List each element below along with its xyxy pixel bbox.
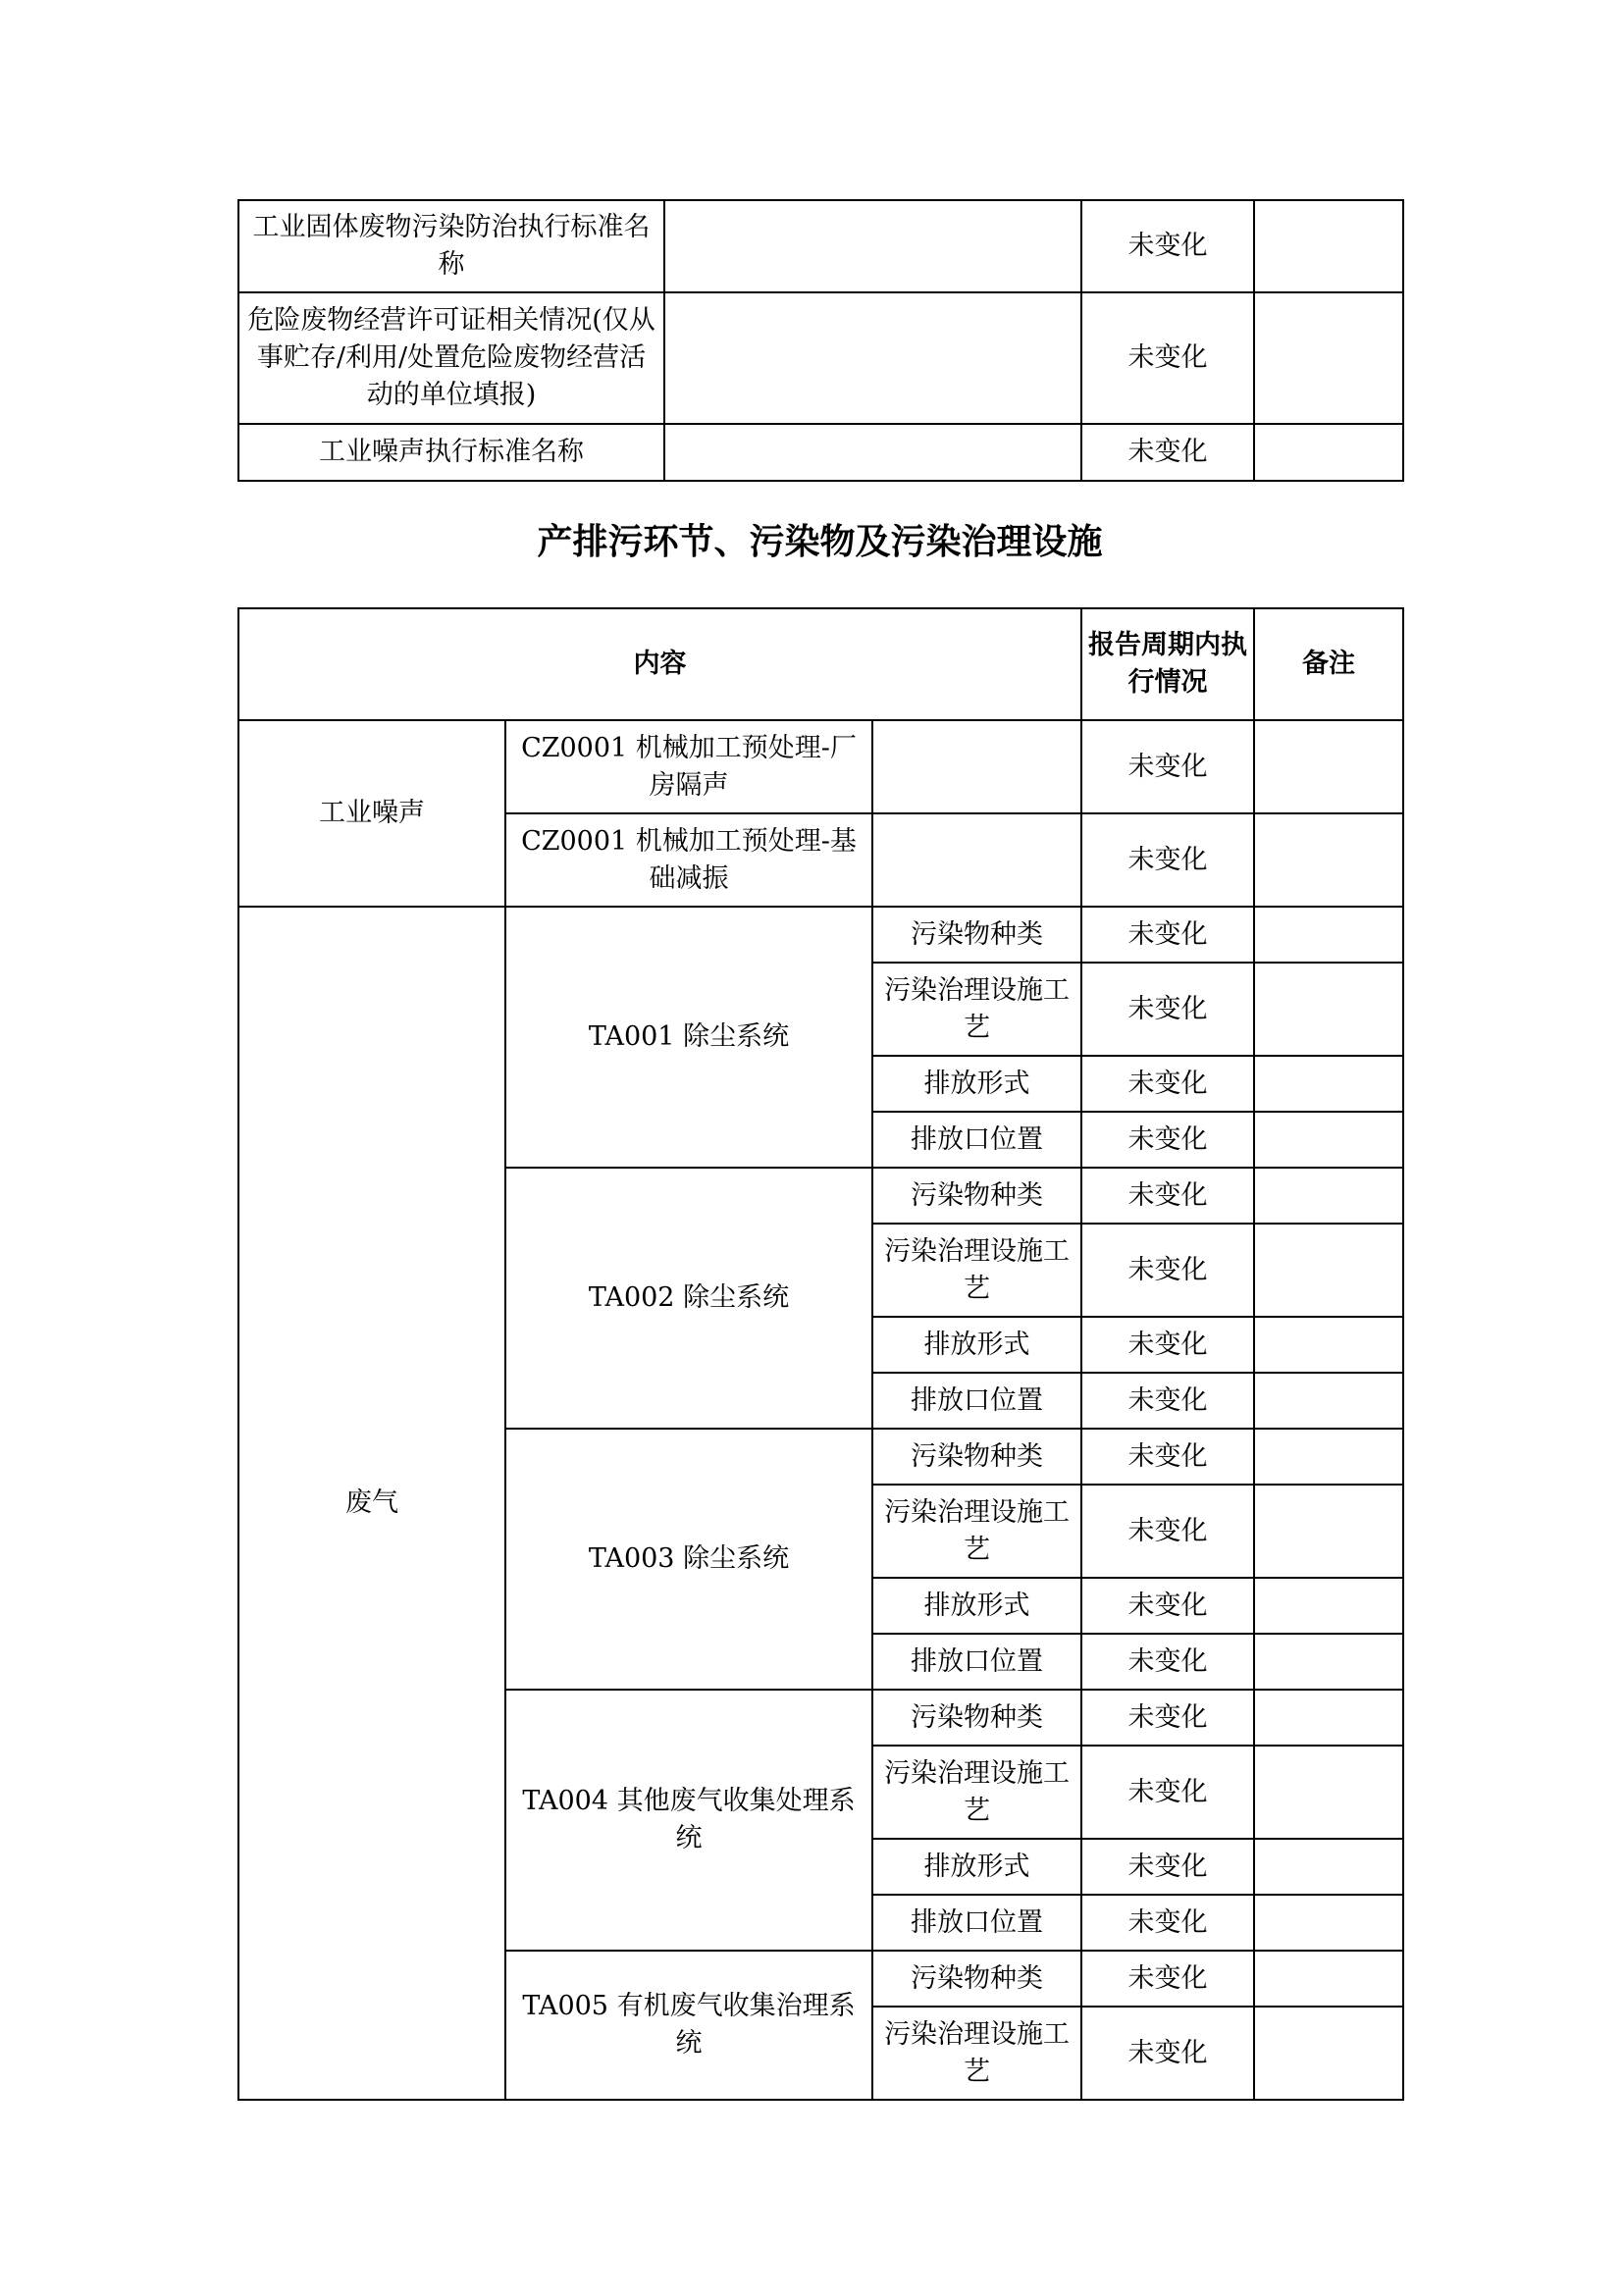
remark-cell (1254, 1056, 1403, 1112)
remark-cell (1254, 1317, 1403, 1373)
remark-cell (1254, 1224, 1403, 1317)
table-row (238, 907, 1403, 963)
status-cell: 未变化 (1081, 424, 1254, 481)
section-title: 产排污环节、污染物及污染治理设施 (537, 522, 1103, 562)
gas-system-name: TA004 其他废气收集处理系统 (505, 1690, 872, 1951)
remark-cell (1254, 1429, 1403, 1485)
remark-cell (1254, 424, 1403, 481)
attr-label: 污染物种类 (872, 1951, 1081, 2007)
attr-label: 排放口位置 (872, 1112, 1081, 1168)
header-exec-status: 报告周期内执行情况 (1081, 608, 1254, 720)
status-cell: 未变化 (1081, 200, 1254, 292)
remark-cell (1254, 292, 1403, 424)
attr-label: 污染治理设施工艺 (872, 963, 1081, 1056)
status-cell: 未变化 (1081, 1634, 1254, 1690)
gas-category: 废气 (238, 907, 505, 2100)
attr-label: 排放口位置 (872, 1895, 1081, 1951)
noise-item-name: CZ0001 机械加工预处理-基础减振 (505, 813, 872, 907)
remark-cell (1254, 1373, 1403, 1429)
status-cell: 未变化 (1081, 1112, 1254, 1168)
attr-label: 排放形式 (872, 1839, 1081, 1895)
status-cell: 未变化 (1081, 1168, 1254, 1224)
row-label: 工业固体废物污染防治执行标准名称 (238, 200, 664, 292)
remark-cell (1254, 907, 1403, 963)
status-cell: 未变化 (1081, 2007, 1254, 2100)
status-cell: 未变化 (1081, 292, 1254, 424)
value-cell (664, 424, 1081, 481)
gas-system-name: TA001 除尘系统 (505, 907, 872, 1168)
remark-cell (1254, 1951, 1403, 2007)
attr-label: 污染治理设施工艺 (872, 2007, 1081, 2100)
status-cell: 未变化 (1081, 907, 1254, 963)
attr-label: 排放形式 (872, 1056, 1081, 1112)
status-cell: 未变化 (1081, 1746, 1254, 1839)
noise-category: 工业噪声 (238, 720, 505, 907)
remark-cell (1254, 813, 1403, 907)
header-remarks: 备注 (1254, 608, 1403, 720)
table-row (238, 200, 1403, 292)
gas-system-name: TA005 有机废气收集治理系统 (505, 1951, 872, 2100)
noise-item-blank (872, 720, 1081, 813)
remark-cell (1254, 1895, 1403, 1951)
status-cell: 未变化 (1081, 1839, 1254, 1895)
table-row (238, 424, 1403, 481)
noise-item-blank (872, 813, 1081, 907)
status-cell: 未变化 (1081, 1895, 1254, 1951)
attr-label: 污染物种类 (872, 1168, 1081, 1224)
remark-cell (1254, 1746, 1403, 1839)
remark-cell (1254, 200, 1403, 292)
status-cell: 未变化 (1081, 813, 1254, 907)
pollution-facilities-table (237, 607, 1404, 2101)
attr-label: 污染物种类 (872, 907, 1081, 963)
gas-system-name: TA003 除尘系统 (505, 1429, 872, 1690)
status-cell: 未变化 (1081, 963, 1254, 1056)
table-row (238, 292, 1403, 424)
remark-cell (1254, 2007, 1403, 2100)
noise-item-name: CZ0001 机械加工预处理-厂房隔声 (505, 720, 872, 813)
gas-system-name: TA002 除尘系统 (505, 1168, 872, 1429)
remark-cell (1254, 1839, 1403, 1895)
standards-table (237, 199, 1404, 482)
table-row (238, 720, 1403, 813)
status-cell: 未变化 (1081, 1224, 1254, 1317)
status-cell: 未变化 (1081, 1317, 1254, 1373)
table-header-row (238, 608, 1403, 720)
attr-label: 污染治理设施工艺 (872, 1224, 1081, 1317)
attr-label: 排放形式 (872, 1317, 1081, 1373)
status-cell: 未变化 (1081, 1056, 1254, 1112)
status-cell: 未变化 (1081, 1373, 1254, 1429)
status-cell: 未变化 (1081, 1578, 1254, 1634)
remark-cell (1254, 1168, 1403, 1224)
status-cell: 未变化 (1081, 1951, 1254, 2007)
value-cell (664, 200, 1081, 292)
status-cell: 未变化 (1081, 1429, 1254, 1485)
status-cell: 未变化 (1081, 1485, 1254, 1578)
attr-label: 污染治理设施工艺 (872, 1746, 1081, 1839)
remark-cell (1254, 963, 1403, 1056)
remark-cell (1254, 720, 1403, 813)
remark-cell (1254, 1578, 1403, 1634)
attr-label: 污染物种类 (872, 1429, 1081, 1485)
value-cell (664, 292, 1081, 424)
header-content: 内容 (238, 608, 1081, 720)
attr-label: 排放口位置 (872, 1373, 1081, 1429)
remark-cell (1254, 1112, 1403, 1168)
row-label: 危险废物经营许可证相关情况(仅从事贮存/利用/处置危险废物经营活动的单位填报) (238, 292, 664, 424)
remark-cell (1254, 1690, 1403, 1746)
remark-cell (1254, 1634, 1403, 1690)
row-label: 工业噪声执行标准名称 (238, 424, 664, 481)
status-cell: 未变化 (1081, 1690, 1254, 1746)
attr-label: 污染物种类 (872, 1690, 1081, 1746)
status-cell: 未变化 (1081, 720, 1254, 813)
attr-label: 污染治理设施工艺 (872, 1485, 1081, 1578)
attr-label: 排放口位置 (872, 1634, 1081, 1690)
remark-cell (1254, 1485, 1403, 1578)
attr-label: 排放形式 (872, 1578, 1081, 1634)
